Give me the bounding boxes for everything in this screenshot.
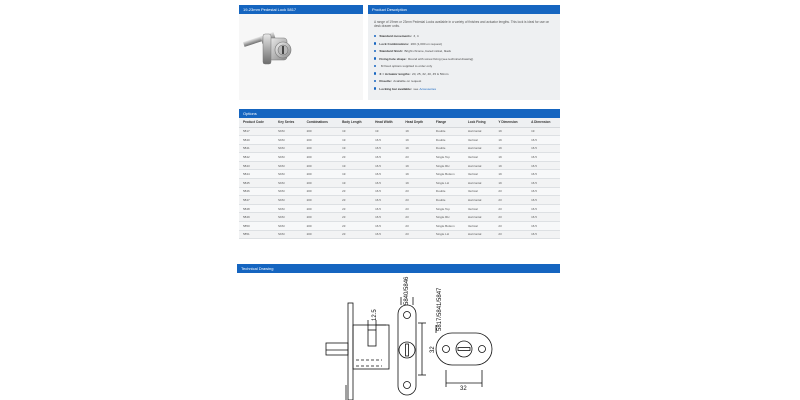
table-cell: 19 xyxy=(338,161,371,170)
table-cell: Single LH xyxy=(432,179,464,188)
table-row xyxy=(239,161,560,170)
table-cell: 5848 xyxy=(239,204,274,213)
table-row xyxy=(239,230,560,239)
table-cell: 5844 xyxy=(239,170,274,179)
table-cell: 23 xyxy=(338,213,371,222)
table-row xyxy=(239,222,560,231)
table-cell: Vertical xyxy=(464,204,495,213)
table-cell: Single Bottom xyxy=(432,170,464,179)
column-header: Body Length xyxy=(338,118,371,127)
feature-item: Lock Combinations: 200 (1,000 on request) xyxy=(374,42,554,50)
table-cell: 200 xyxy=(303,213,339,222)
table-cell: 200 xyxy=(303,161,339,170)
table-cell: 19 xyxy=(401,144,432,153)
bullet-icon xyxy=(374,50,376,52)
flange-outline xyxy=(348,303,353,400)
table-row xyxy=(239,136,560,145)
table-cell: 5851 xyxy=(239,230,274,239)
table-cell: 5817 xyxy=(239,127,274,136)
table-cell: 16.5 xyxy=(371,204,401,213)
table-cell: 19 xyxy=(494,153,527,162)
table-cell: Horizontal xyxy=(464,230,495,239)
table-cell: Single Top xyxy=(432,204,464,213)
table-cell: 23 xyxy=(494,187,527,196)
accessories-link[interactable]: Accessories xyxy=(419,86,437,91)
table-cell: 23 xyxy=(338,187,371,196)
table-cell: 200 xyxy=(303,170,339,179)
feature-item: Standard movements: 3, 4 xyxy=(374,34,554,42)
table-cell: SKM xyxy=(274,144,303,153)
column-header: Product Code xyxy=(239,118,274,127)
table-cell: Vertical xyxy=(464,136,495,145)
table-cell: 19 xyxy=(494,170,527,179)
table-cell: 5843 xyxy=(239,161,274,170)
table-cell: 23 xyxy=(494,213,527,222)
table-cell: 16.5 xyxy=(527,222,560,231)
bullet-icon xyxy=(374,35,376,37)
table-cell: Single Top xyxy=(432,153,464,162)
table-cell: Vertical xyxy=(464,153,495,162)
table-cell: Double xyxy=(432,127,464,136)
table-cell: 19 xyxy=(338,179,371,188)
table-cell: 16.5 xyxy=(371,187,401,196)
table-cell: 16.5 xyxy=(527,161,560,170)
table-cell: 16.5 xyxy=(371,230,401,239)
column-header: Combinations xyxy=(303,118,339,127)
table-cell: 19 xyxy=(371,127,401,136)
table-row xyxy=(239,179,560,188)
table-row xyxy=(239,170,560,179)
description-intro: A range of 19mm or 23mm Pedestal Locks available in a variety of finishes and actuator lengths. This lock is ideal for use on desk drawer units. xyxy=(374,20,550,29)
column-header: Y Dimension xyxy=(494,118,527,127)
table-cell: 200 xyxy=(303,144,339,153)
bullet-icon xyxy=(374,87,376,89)
table-cell: 23 xyxy=(401,230,432,239)
pedestal-lock-image xyxy=(239,14,363,100)
table-cell: 23 xyxy=(401,196,432,205)
table-cell: Vertical xyxy=(464,187,495,196)
product-image-header: 19-23mm Pedestal Lock 5817 xyxy=(239,5,363,14)
feature-item: Fixing hole shape: Round with screw fixing (see technical drawing) xyxy=(374,57,554,65)
table-cell: Double xyxy=(432,196,464,205)
table-cell: 5850 xyxy=(239,222,274,231)
table-cell: 16.5 xyxy=(371,196,401,205)
table-cell: 16.5 xyxy=(527,144,560,153)
table-cell: 23 xyxy=(338,222,371,231)
table-cell: 19 xyxy=(401,136,432,145)
table-cell: Horizontal xyxy=(464,179,495,188)
dim-width-label: 32 xyxy=(460,386,467,392)
table-cell: 200 xyxy=(303,153,339,162)
column-header: Flange xyxy=(432,118,464,127)
table-cell: Double xyxy=(432,144,464,153)
vertical-variant-label: 5840/5846 xyxy=(404,276,410,305)
table-cell: 16.5 xyxy=(527,153,560,162)
table-cell: 19 xyxy=(338,144,371,153)
horizontal-variant-label: 5817/5841/5847 xyxy=(437,287,443,331)
bullet-icon xyxy=(374,42,376,44)
table-cell: 23 xyxy=(338,196,371,205)
table-cell: SKM xyxy=(274,153,303,162)
feature-item: Standard finish: Bright chrome, bared nickel, black xyxy=(374,49,554,57)
feature-item: Locking bar available: see Accessories xyxy=(374,87,554,95)
feature-item: X = Actuator lengths: 20, 25, 32, 40, 45 & 50mm xyxy=(374,72,554,80)
table-cell: Single RH xyxy=(432,161,464,170)
table-cell: SKM xyxy=(274,170,303,179)
table-row xyxy=(239,144,560,153)
table-cell: 19 xyxy=(527,127,560,136)
table-cell: 23 xyxy=(338,230,371,239)
table-row xyxy=(239,153,560,162)
table-row xyxy=(239,187,560,196)
table-cell: SKM xyxy=(274,187,303,196)
table-cell: SKM xyxy=(274,230,303,239)
table-cell: 16.5 xyxy=(371,136,401,145)
table-cell: 16.5 xyxy=(527,170,560,179)
table-cell: 5841 xyxy=(239,144,274,153)
table-cell: SKM xyxy=(274,222,303,231)
table-cell: 200 xyxy=(303,204,339,213)
bullet-icon xyxy=(374,72,376,74)
table-cell: 19 xyxy=(338,170,371,179)
bullet-icon xyxy=(374,80,376,82)
table-cell: 5847 xyxy=(239,196,274,205)
table-cell: 16.5 xyxy=(527,187,560,196)
table-cell: 19 xyxy=(494,136,527,145)
table-cell: 19 xyxy=(494,179,527,188)
table-cell: 19 xyxy=(494,161,527,170)
table-cell: 16.5 xyxy=(527,179,560,188)
column-header: Head Width xyxy=(371,118,401,127)
table-cell: Horizontal xyxy=(464,213,495,222)
table-cell: 200 xyxy=(303,127,339,136)
table-cell: SKM xyxy=(274,196,303,205)
table-cell: 23 xyxy=(401,204,432,213)
table-cell: 200 xyxy=(303,222,339,231)
feature-item: Rosette: Available on request xyxy=(374,79,554,87)
column-header: Key Series xyxy=(274,118,303,127)
table-cell: 19 xyxy=(494,144,527,153)
table-cell: 23 xyxy=(338,153,371,162)
table-header-row xyxy=(239,118,560,127)
table-cell: 16.5 xyxy=(371,222,401,231)
product-image-panel xyxy=(239,14,363,100)
table-cell: Double xyxy=(432,187,464,196)
table-cell: 23 xyxy=(401,187,432,196)
bullet-icon xyxy=(374,57,376,59)
table-cell: SKM xyxy=(274,179,303,188)
table-cell: 16.5 xyxy=(371,179,401,188)
table-cell: 19 xyxy=(338,127,371,136)
table-cell: 23 xyxy=(494,222,527,231)
table-cell: 16.5 xyxy=(371,144,401,153)
column-header: A Dimension xyxy=(527,118,560,127)
column-header: Head Depth xyxy=(401,118,432,127)
table-cell: Vertical xyxy=(464,222,495,231)
table-row xyxy=(239,196,560,205)
table-cell: Single LH xyxy=(432,230,464,239)
table-cell: Single RH xyxy=(432,213,464,222)
table-cell: 23 xyxy=(494,204,527,213)
table-cell: 16.5 xyxy=(527,196,560,205)
table-cell: 5845 xyxy=(239,179,274,188)
table-cell: 23 xyxy=(494,230,527,239)
table-cell: 16.5 xyxy=(527,136,560,145)
column-header: Lock Fixing xyxy=(464,118,495,127)
table-cell: 23 xyxy=(494,196,527,205)
table-cell: Single Bottom xyxy=(432,222,464,231)
table-cell: 5846 xyxy=(239,187,274,196)
table-cell: 200 xyxy=(303,230,339,239)
options-header: Options xyxy=(239,109,560,118)
table-cell: 23 xyxy=(401,222,432,231)
table-cell: 5842 xyxy=(239,153,274,162)
table-cell: 16.5 xyxy=(371,161,401,170)
table-cell: 200 xyxy=(303,179,339,188)
technical-drawing-header: Technical Drawing xyxy=(237,264,560,273)
product-description-header: Product Description xyxy=(368,5,560,14)
table-cell: SKM xyxy=(274,204,303,213)
options-table xyxy=(239,118,560,239)
table-cell: 19 xyxy=(401,161,432,170)
table-cell: 23 xyxy=(401,153,432,162)
table-cell: Horizontal xyxy=(464,144,495,153)
bullet-icon xyxy=(374,65,376,67)
table-cell: Double xyxy=(432,136,464,145)
table-cell: 16.5 xyxy=(371,153,401,162)
table-cell: 19 xyxy=(494,127,527,136)
feature-list xyxy=(374,34,554,94)
table-cell: 16.5 xyxy=(371,213,401,222)
table-cell: Vertical xyxy=(464,170,495,179)
table-cell: 19 xyxy=(401,179,432,188)
table-cell: 19 xyxy=(401,170,432,179)
product-description-panel xyxy=(368,14,560,100)
feature-item: M fixed options supplied to order only xyxy=(374,64,554,72)
table-cell: Horizontal xyxy=(464,161,495,170)
table-row xyxy=(239,127,560,136)
table-cell: Horizontal xyxy=(464,196,495,205)
dim-top-label: 12.5 xyxy=(372,309,378,321)
table-cell: SKM xyxy=(274,213,303,222)
table-cell: 16.5 xyxy=(371,170,401,179)
table-row xyxy=(239,204,560,213)
table-cell: 16.5 xyxy=(527,204,560,213)
table-cell: 200 xyxy=(303,187,339,196)
table-cell: 200 xyxy=(303,136,339,145)
table-cell: SKM xyxy=(274,136,303,145)
table-cell: SKM xyxy=(274,127,303,136)
table-cell: SKM xyxy=(274,161,303,170)
technical-drawing xyxy=(300,275,520,400)
table-cell: 16.5 xyxy=(527,230,560,239)
table-cell: 5849 xyxy=(239,213,274,222)
table-cell: 16.5 xyxy=(527,213,560,222)
table-cell: Horizontal xyxy=(464,127,495,136)
table-cell: 19 xyxy=(338,136,371,145)
table-row xyxy=(239,213,560,222)
table-cell: 23 xyxy=(338,204,371,213)
table-cell: 200 xyxy=(303,196,339,205)
table-cell: 5840 xyxy=(239,136,274,145)
table-cell: 19 xyxy=(401,127,432,136)
dim-height-label: 32 xyxy=(430,346,436,353)
table-cell: 23 xyxy=(401,213,432,222)
